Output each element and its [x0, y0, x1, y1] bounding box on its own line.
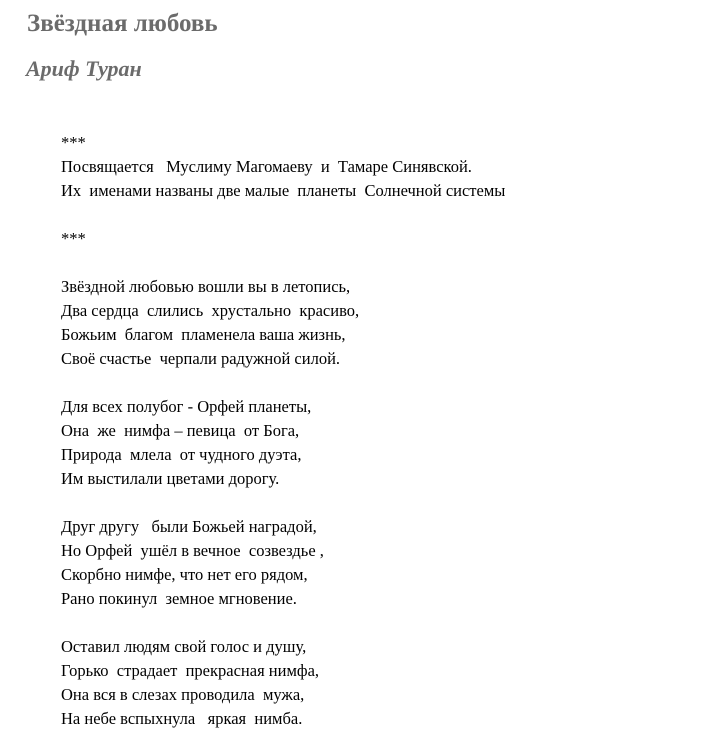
author-name: Ариф Туран	[26, 56, 142, 81]
stanza	[61, 635, 701, 731]
poem-line: Она вся в слезах проводила мужа,	[61, 685, 305, 704]
stanza	[61, 275, 701, 371]
poem-line: На небе вспыхнула яркая нимба.	[61, 709, 303, 728]
poem-line: Два сердца слились хрустально красиво,	[61, 301, 360, 320]
page-title: Звёздная любовь	[27, 10, 218, 37]
poem-line: Друг другу были Божьей наградой,	[61, 517, 317, 536]
poem-line: Но Орфей ушёл в вечное созвездье ,	[61, 541, 324, 560]
poem-line: Божьим благом пламенела ваша жизнь,	[61, 325, 346, 344]
poem-line: Скорбно нимфе, что нет его рядом,	[61, 565, 308, 584]
spacer	[61, 251, 701, 275]
dedication-line: Посвящается Муслиму Магомаеву и Тамаре Синявской.	[61, 157, 472, 176]
poem-line: Звёздной любовью вошли вы в летопись,	[61, 277, 351, 296]
stanza	[61, 515, 701, 611]
preface-mark: ***	[61, 133, 86, 152]
poem-line: Горько страдает прекрасная нимфа,	[61, 661, 320, 680]
stanza	[61, 395, 701, 491]
spacer	[61, 371, 701, 395]
spacer	[61, 491, 701, 515]
poem-line: Оставил людям свой голос и душу,	[61, 637, 307, 656]
section-divider: ***	[61, 229, 86, 248]
poem-line: Для всех полубог - Орфей планеты,	[61, 397, 312, 416]
spacer	[61, 203, 701, 227]
poem-line: Природа млела от чудного дуэта,	[61, 445, 302, 464]
poem-body	[61, 131, 701, 731]
poem-line: Она же нимфа – певица от Бога,	[61, 421, 300, 440]
spacer	[61, 611, 701, 635]
dedication-line: Их именами названы две малые планеты Солнечной системы	[61, 181, 506, 200]
poem-line: Рано покинул земное мгновение.	[61, 589, 297, 608]
poem-line: Своё счастье черпали радужной силой.	[61, 349, 341, 368]
poem-line: Им выстилали цветами дорогу.	[61, 469, 280, 488]
